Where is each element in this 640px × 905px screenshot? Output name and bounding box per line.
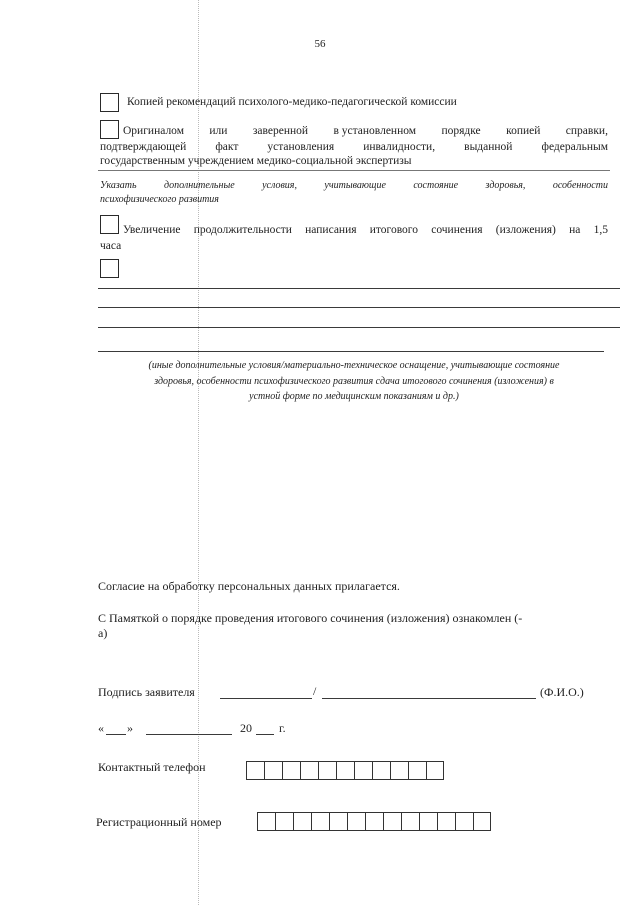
text-word: особенности [552, 180, 608, 191]
text-word: итогового [369, 224, 418, 236]
contact-phone-label: Контактный телефон [98, 760, 206, 774]
text-word: здоровья, [485, 180, 526, 191]
registration-number-cell[interactable] [383, 812, 401, 831]
fio-label: (Ф.И.О.) [540, 685, 584, 699]
text-word: порядке [441, 125, 481, 137]
date-month-field[interactable] [146, 734, 232, 735]
date-close-quote: » [127, 721, 133, 735]
text-word: выданной [464, 141, 513, 153]
registration-number-cell[interactable] [311, 812, 329, 831]
text-word: (изложения) [495, 224, 556, 236]
text-word: состояние [413, 180, 459, 191]
contact-phone-cell[interactable] [426, 761, 444, 780]
text-word: установления [267, 141, 335, 153]
text-word: факт [215, 141, 239, 153]
other-conditions-line-4[interactable] [98, 351, 604, 352]
other-conditions-checkbox[interactable] [100, 259, 119, 278]
page-number: 56 [314, 38, 326, 50]
copy-recommendation-label: Копией рекомендаций психолого-медико-педагогической комиссии [127, 96, 457, 108]
registration-number-cell[interactable] [257, 812, 275, 831]
original-certificate-line1 [123, 124, 608, 138]
contact-phone-cell[interactable] [354, 761, 372, 780]
registration-number-cell[interactable] [437, 812, 455, 831]
registration-number-cell[interactable] [329, 812, 347, 831]
time-extension-line2: часа [100, 240, 122, 252]
text-word: учитывающие [324, 180, 386, 191]
text-word: инвалидности, [363, 141, 436, 153]
date-year-suffix: г. [279, 721, 286, 735]
contact-phone-cell[interactable] [246, 761, 264, 780]
conditions-hint-line1 [100, 179, 608, 192]
contact-phone-cell[interactable] [300, 761, 318, 780]
original-certificate-line3: государственным учреждением медико-социальной экспертизы [100, 155, 412, 167]
text-word: федеральным [541, 141, 608, 153]
date-day-field[interactable] [106, 734, 126, 735]
registration-number-cell[interactable] [473, 812, 491, 831]
signature-label: Подпись заявителя [98, 685, 195, 699]
original-certificate-checkbox[interactable] [100, 120, 119, 139]
other-conditions-note-line3: устной форме по медицинским показаниям и др.) [249, 391, 459, 402]
text-word: сочинения [431, 224, 483, 236]
text-word: 1,5 [593, 224, 608, 236]
registration-number-cell[interactable] [347, 812, 365, 831]
other-conditions-note-line2: здоровья, особенности психофизического развития сдача итогового сочинения (изложения) в [154, 376, 554, 387]
text-word: заверенной [252, 125, 309, 137]
text-word: Увеличение [123, 224, 181, 236]
signature-field[interactable] [220, 698, 312, 699]
contact-phone-cell[interactable] [390, 761, 408, 780]
registration-number-cell[interactable] [419, 812, 437, 831]
contact-phone-cell[interactable] [336, 761, 354, 780]
time-extension-line1 [123, 223, 608, 237]
consent-text: Согласие на обработку персональных данных прилагается. [98, 579, 400, 593]
registration-number-cell[interactable] [401, 812, 419, 831]
contact-phone-cell[interactable] [372, 761, 390, 780]
other-conditions-line-1[interactable] [98, 288, 620, 289]
text-word: в установленном [333, 125, 417, 137]
registration-number-label: Регистрационный номер [96, 815, 222, 829]
other-conditions-line-3[interactable] [98, 327, 620, 328]
memo-acknowledgement-line2: а) [98, 626, 108, 640]
other-conditions-note-line1: (иные дополнительные условия/материально-техническое оснащение, учитывающие состояние [148, 360, 560, 371]
contact-phone-cell[interactable] [408, 761, 426, 780]
conditions-hint-line2: психофизического развития [100, 194, 219, 205]
copy-recommendation-checkbox[interactable] [100, 93, 119, 112]
text-word: написания [305, 224, 357, 236]
text-word: подтверждающей [100, 141, 187, 153]
text-word: продолжительности [193, 224, 292, 236]
other-conditions-line-2[interactable] [98, 307, 620, 308]
text-word: на [569, 224, 581, 236]
signature-slash: / [313, 684, 317, 698]
section-divider [98, 170, 610, 171]
text-word: дополнительные [164, 180, 235, 191]
date-year-field[interactable] [256, 734, 274, 735]
date-open-quote: « [98, 721, 104, 735]
contact-phone-cell[interactable] [264, 761, 282, 780]
time-extension-checkbox[interactable] [100, 215, 119, 234]
text-word: или [209, 125, 228, 137]
text-word: Указать [100, 180, 137, 191]
full-name-field[interactable] [322, 698, 536, 699]
registration-number-cell[interactable] [455, 812, 473, 831]
contact-phone-cell[interactable] [318, 761, 336, 780]
original-certificate-line2 [100, 140, 608, 154]
date-year-prefix: 20 [240, 721, 252, 735]
contact-phone-cells[interactable] [246, 761, 444, 780]
registration-number-cell[interactable] [365, 812, 383, 831]
text-word: условия, [262, 180, 297, 191]
text-word: Оригиналом [123, 125, 184, 137]
registration-number-cell[interactable] [275, 812, 293, 831]
text-word: справки, [565, 125, 608, 137]
memo-acknowledgement-line1: С Памяткой о порядке проведения итогового сочинения (изложения) ознакомлен (- [98, 611, 523, 625]
registration-number-cell[interactable] [293, 812, 311, 831]
text-word: копией [506, 125, 541, 137]
contact-phone-cell[interactable] [282, 761, 300, 780]
registration-number-cells[interactable] [257, 812, 491, 831]
